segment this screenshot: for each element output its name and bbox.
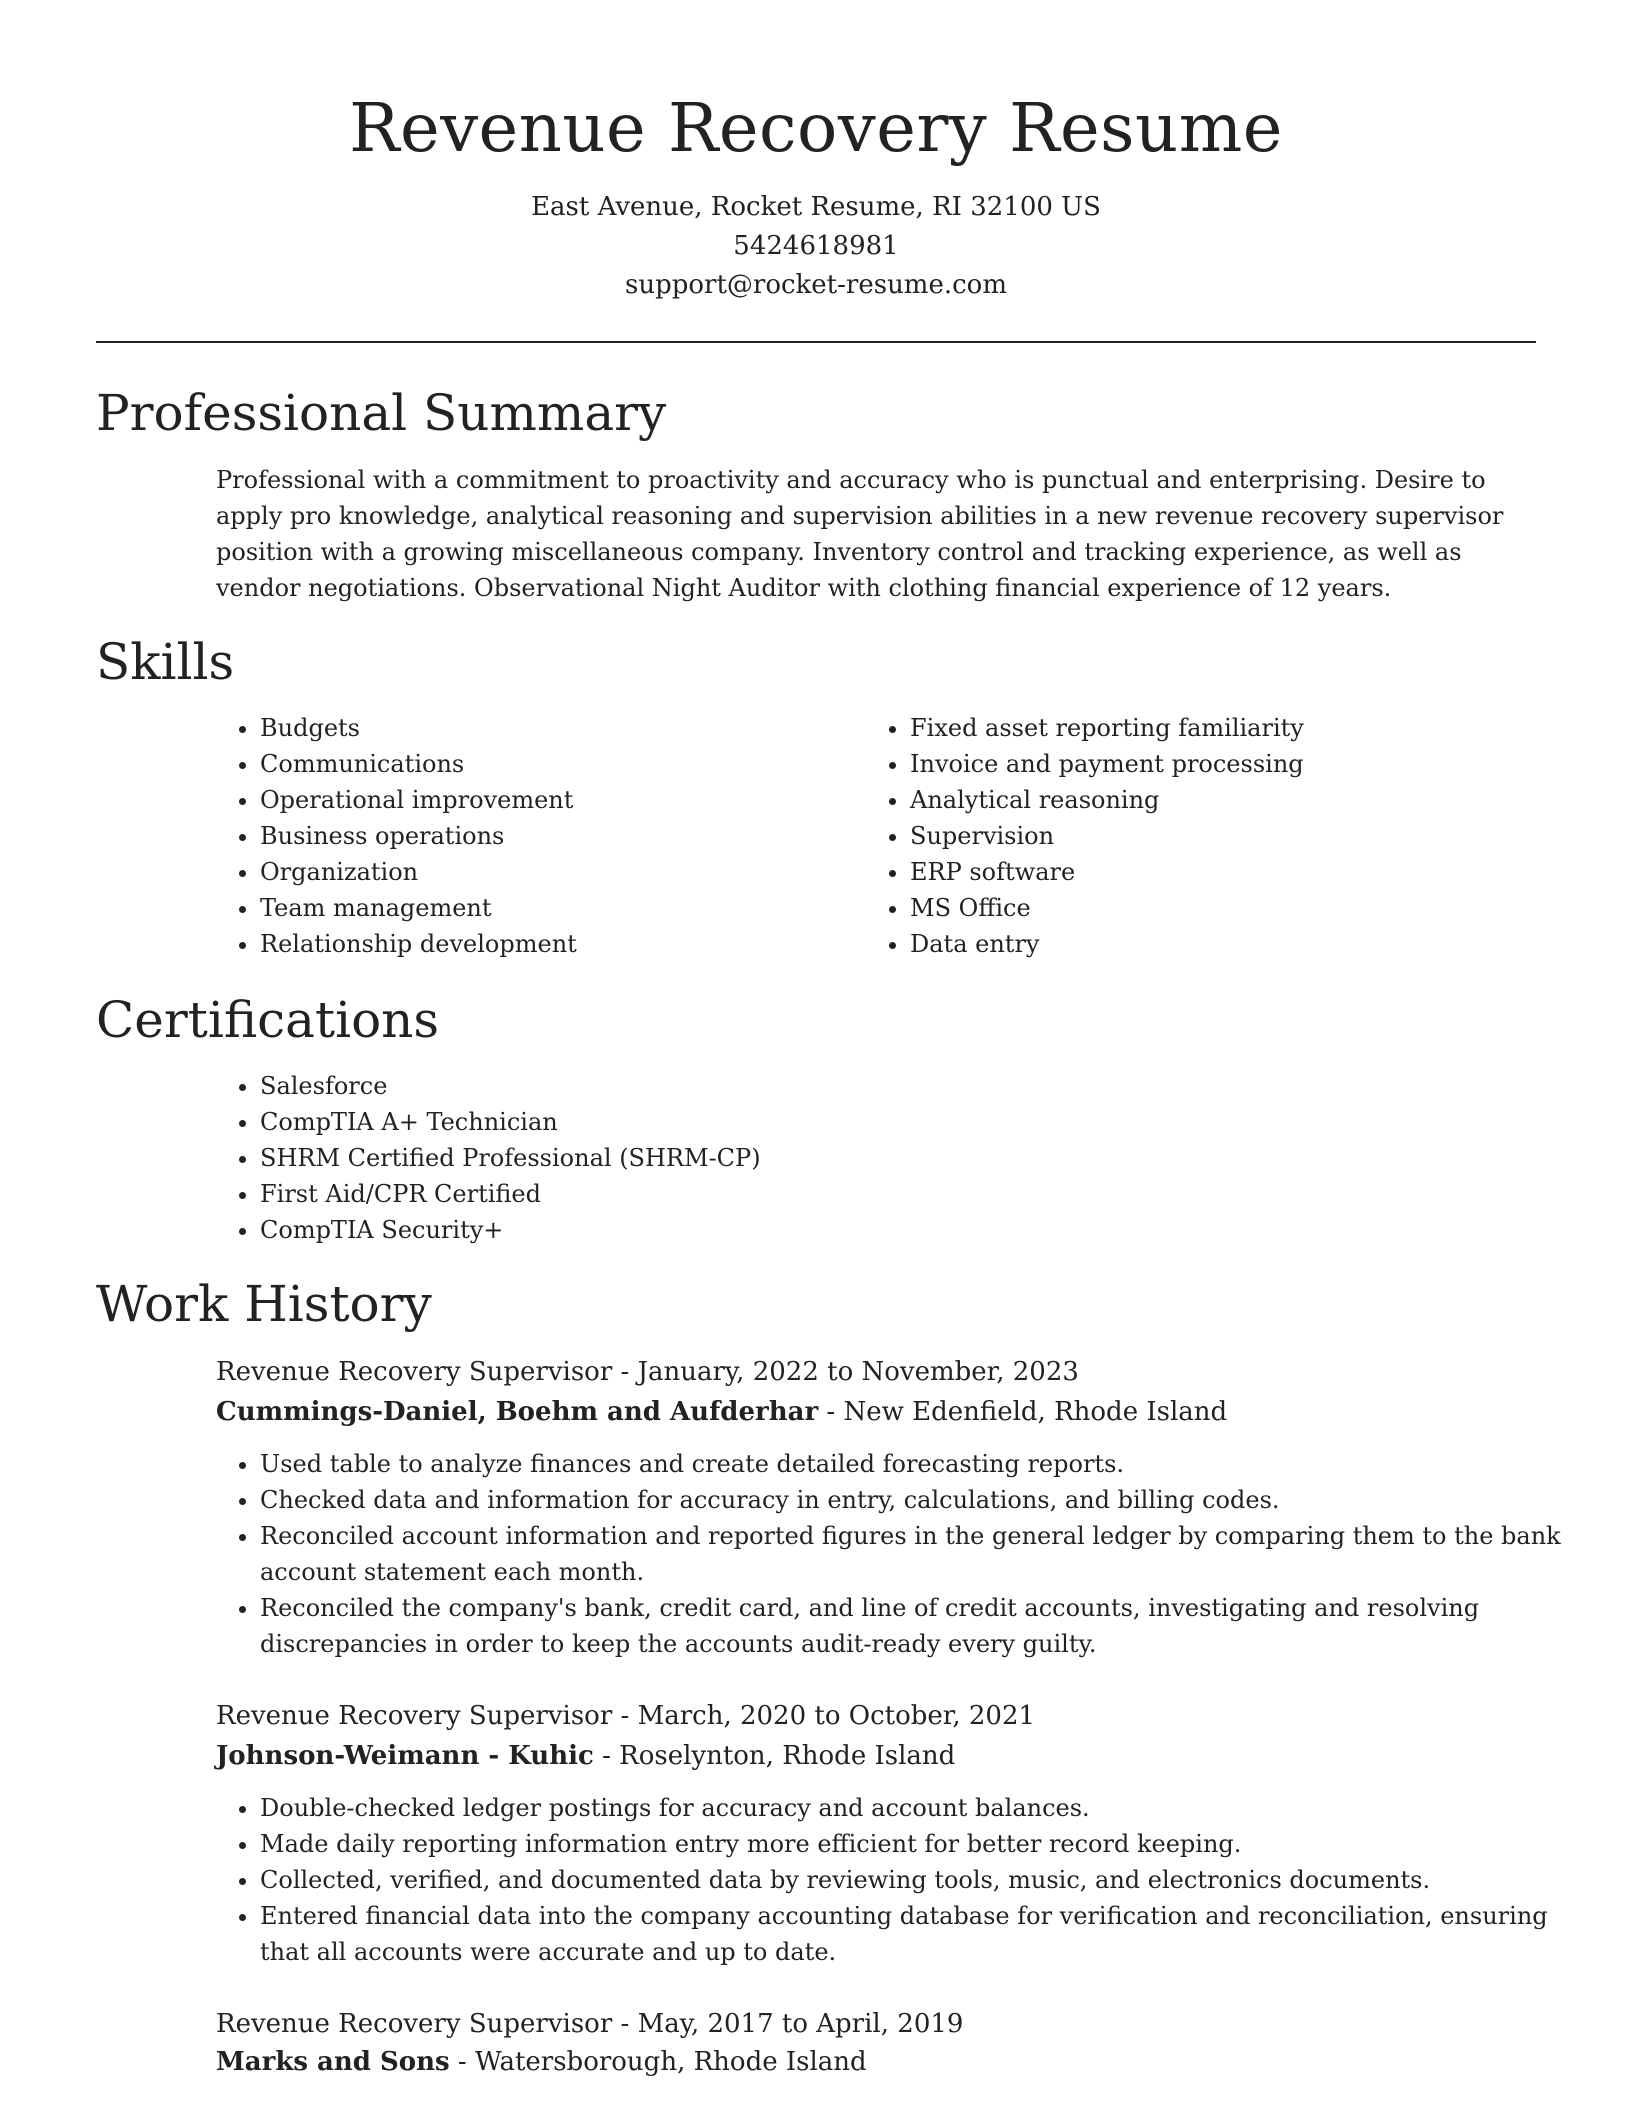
list-item: • Fixed asset reporting familiarity <box>910 710 1570 746</box>
list-item: • Reconciled account information and reported figures in the general ledger by comparing them to the bank account statement each month. <box>260 1518 1580 1590</box>
job-company-line <box>216 1392 1227 1432</box>
job-title-line <box>216 1352 1079 1392</box>
job-dates: - January, 2022 to November, 2023 <box>612 1357 1079 1387</box>
list-item: • Used table to analyze finances and create detailed forecasting reports. <box>260 1446 1580 1482</box>
contact-phone: 5424618981 <box>733 231 899 261</box>
contact-address: East Avenue, Rocket Resume, RI 32100 US <box>531 192 1101 222</box>
contact-block <box>0 188 1632 305</box>
job-location: - Watersborough, Rhode Island <box>449 2047 867 2077</box>
resume-name: Revenue Recovery Resume <box>349 89 1283 167</box>
list-item: • Checked data and information for accuracy in entry, calculations, and billing codes. <box>260 1482 1580 1518</box>
header-divider <box>96 341 1536 343</box>
list-item: • Team management <box>260 890 820 926</box>
job-bullets <box>216 1446 1580 1662</box>
job-dates: - May, 2017 to April, 2019 <box>612 2009 964 2039</box>
skills-list-left <box>216 710 820 962</box>
job-company-line <box>216 1736 955 1776</box>
job-location: - Roselynton, Rhode Island <box>593 1741 956 1771</box>
contact-email: support@rocket-resume.com <box>624 270 1007 300</box>
job-bullets <box>216 1790 1580 1970</box>
resume-header <box>0 0 1632 305</box>
list-item: • ERP software <box>910 854 1570 890</box>
job-company: Marks and Sons <box>216 2047 450 2077</box>
summary-heading: Professional Summary <box>96 384 667 442</box>
list-item: • MS Office <box>910 890 1570 926</box>
job-dates: - March, 2020 to October, 2021 <box>612 1701 1036 1731</box>
list-item: • SHRM Certified Professional (SHRM-CP) <box>260 1140 1580 1176</box>
list-item: • Made daily reporting information entry more efficient for better record keeping. <box>260 1826 1580 1862</box>
job-company: Johnson-Weimann - Kuhic <box>216 1741 594 1771</box>
list-item: • CompTIA A+ Technician <box>260 1104 1580 1140</box>
list-item: • Collected, verified, and documented data by reviewing tools, music, and electronics documents. <box>260 1862 1580 1898</box>
job-company: Cummings-Daniel, Boehm and Aufderhar <box>216 1397 819 1427</box>
certifications-list <box>216 1068 1580 1248</box>
list-item: • Supervision <box>910 818 1570 854</box>
list-item: • First Aid/CPR Certified <box>260 1176 1580 1212</box>
certifications-heading: Certifications <box>96 991 440 1049</box>
list-item: • Business operations <box>260 818 820 854</box>
job-company-line <box>216 2042 867 2082</box>
summary-text: Professional with a commitment to proactivity and accuracy who is punctual and enterprising. Desire to apply pro knowledge, analytical reasoning and supervision abilities in a new revenue recovery supervisor position with a growing miscellaneous company. Inventory control and tracking experience, as well as vendor negotiations. Observational Night Auditor with clothing financial experience of 12 years. <box>216 466 1504 602</box>
job-title-line <box>216 2004 963 2044</box>
job-title-line <box>216 1696 1035 1736</box>
work-history-heading: Work History <box>96 1275 432 1333</box>
job-location: - New Edenfield, Rhode Island <box>818 1397 1228 1427</box>
list-item: • Budgets <box>260 710 820 746</box>
list-item: • Reconciled the company's bank, credit card, and line of credit accounts, investigating and resolving discrepancies in order to keep the accounts audit-ready every guilty. <box>260 1590 1580 1662</box>
skills-list-right <box>866 710 1570 962</box>
list-item: • Salesforce <box>260 1068 1580 1104</box>
list-item: • Organization <box>260 854 820 890</box>
list-item: • Analytical reasoning <box>910 782 1570 818</box>
list-item: • Data entry <box>910 926 1570 962</box>
list-item: • Communications <box>260 746 820 782</box>
list-item: • Relationship development <box>260 926 820 962</box>
list-item: • Double-checked ledger postings for accuracy and account balances. <box>260 1790 1580 1826</box>
list-item: • CompTIA Security+ <box>260 1212 1580 1248</box>
job-role: Revenue Recovery Supervisor <box>216 2009 613 2039</box>
list-item: • Invoice and payment processing <box>910 746 1570 782</box>
job-role: Revenue Recovery Supervisor <box>216 1701 613 1731</box>
skills-heading: Skills <box>96 633 235 691</box>
job-role: Revenue Recovery Supervisor <box>216 1357 613 1387</box>
list-item: • Operational improvement <box>260 782 820 818</box>
list-item: • Entered financial data into the company accounting database for verification and reconciliation, ensuring that all accounts were accurate and up to date. <box>260 1898 1580 1970</box>
